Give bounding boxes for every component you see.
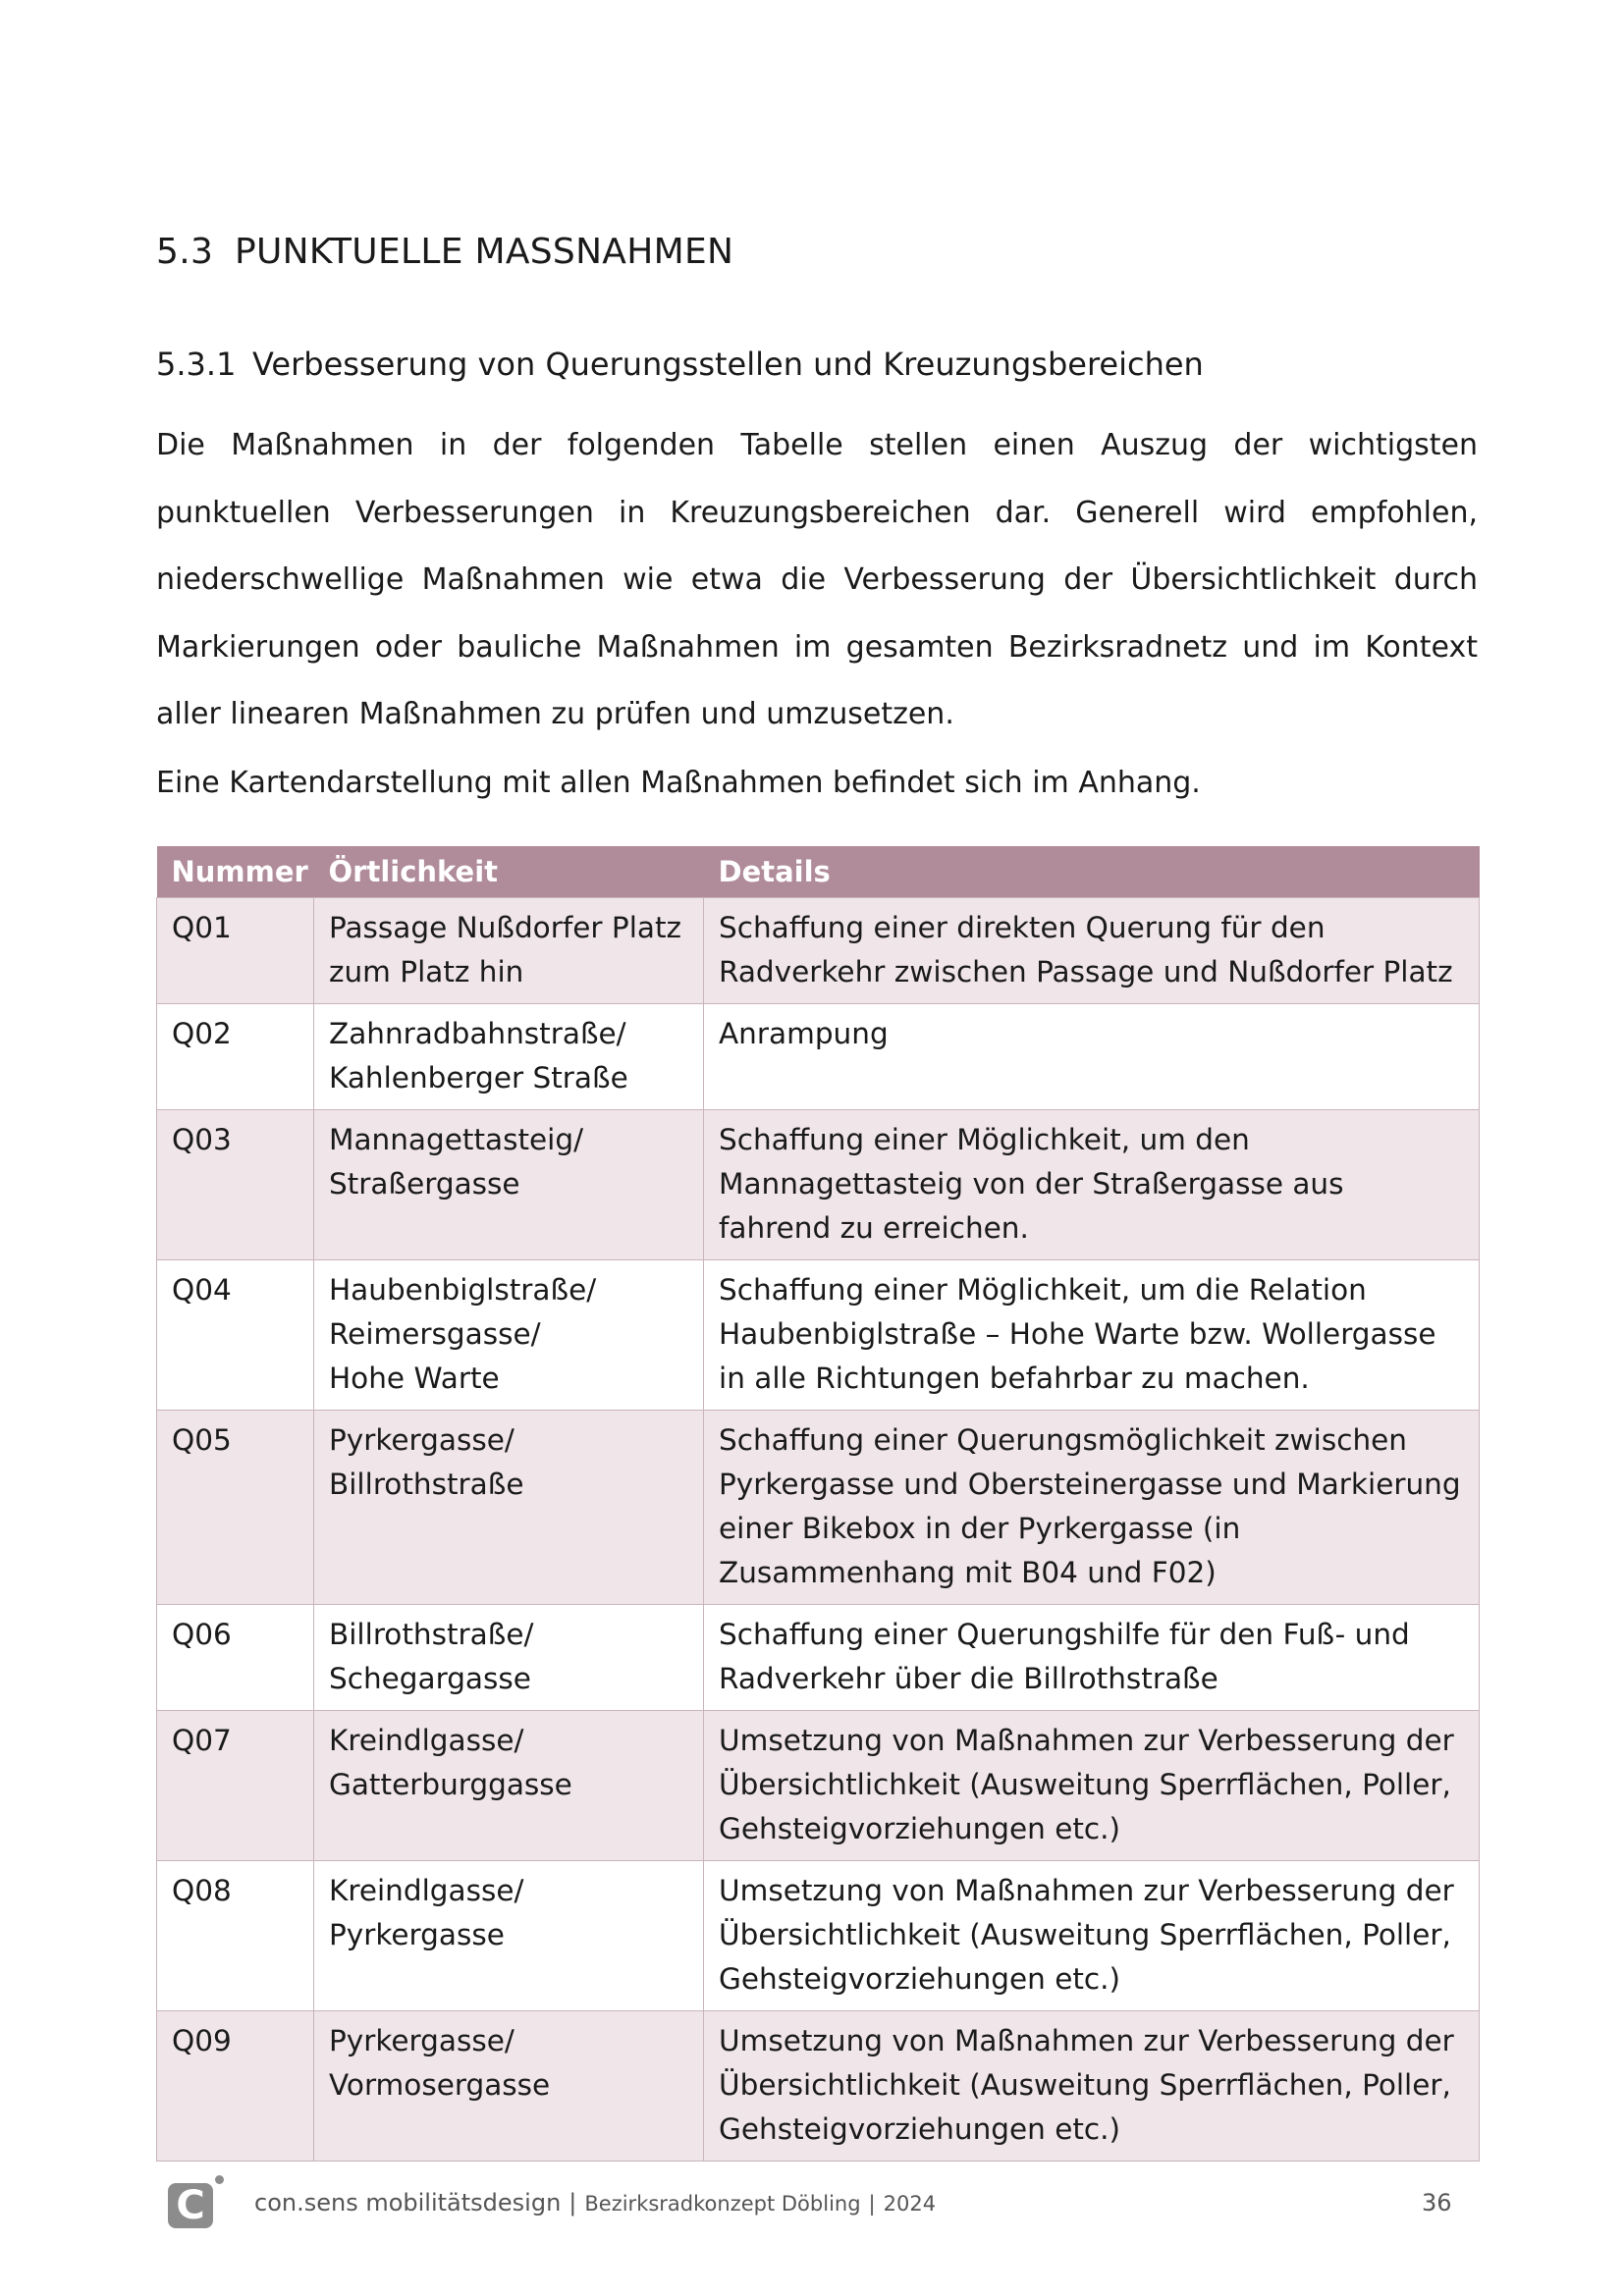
footer-company: con.sens mobilitätsdesign: [254, 2189, 562, 2216]
header-details: Details: [704, 846, 1480, 898]
logo-dot: [215, 2175, 224, 2184]
table-row: [157, 898, 1480, 1004]
measures-table: [156, 846, 1480, 2162]
cell-oertlichkeit: Kreindlgasse/ Pyrkergasse: [314, 1861, 704, 2011]
cell-nummer: Q05: [157, 1411, 314, 1605]
cell-details: Umsetzung von Maßnahmen zur Verbesserung der Übersichtlichkeit (Ausweitung Sperrflächen, Poller, Gehsteigvorziehungen etc.): [704, 2011, 1480, 2162]
footer-separator: |: [568, 2189, 577, 2216]
consens-logo-icon: [168, 2183, 213, 2228]
map-note-paragraph: Eine Kartendarstellung mit allen Maßnahmen befindet sich im Anhang.: [156, 766, 1201, 800]
cell-nummer: Q06: [157, 1605, 314, 1711]
table-row: [157, 1711, 1480, 1861]
footer-separator: |: [868, 2192, 876, 2216]
cell-details: Anrampung: [704, 1004, 1480, 1110]
table-row: [157, 1411, 1480, 1605]
logo-letter: C: [176, 2183, 205, 2228]
cell-oertlichkeit: Pyrkergasse/ Billrothstraße: [314, 1411, 704, 1605]
cell-details: Umsetzung von Maßnahmen zur Verbesserung der Übersichtlichkeit (Ausweitung Sperrflächen, Poller, Gehsteigvorziehungen etc.): [704, 1861, 1480, 2011]
cell-oertlichkeit: Mannagettasteig/ Straßergasse: [314, 1110, 704, 1260]
cell-details: Schaffung einer Querungsmöglichkeit zwischen Pyrkergasse und Obersteinergasse und Markierung einer Bikebox in der Pyrkergasse (in Zusammenhang mit B04 und F02): [704, 1411, 1480, 1605]
cell-details: Schaffung einer Möglichkeit, um den Mannagettasteig von der Straßergasse aus fahrend zu erreichen.: [704, 1110, 1480, 1260]
cell-nummer: Q07: [157, 1711, 314, 1861]
cell-nummer: Q01: [157, 898, 314, 1004]
cell-details: Schaffung einer Möglichkeit, um die Relation Haubenbiglstraße – Hohe Warte bzw. Wollergasse in alle Richtungen befahrbar zu machen.: [704, 1260, 1480, 1411]
section-title: PUNKTUELLE MASSNAHMEN: [235, 232, 734, 272]
footer-text: [254, 2189, 936, 2216]
section-number: 5.3: [156, 232, 214, 272]
table-row: [157, 1861, 1480, 2011]
footer-document: Bezirksradkonzept Döbling: [584, 2192, 861, 2216]
table-row: [157, 1110, 1480, 1260]
header-nummer: Nummer: [157, 846, 314, 898]
intro-paragraph: Die Maßnahmen in der folgenden Tabelle stellen einen Auszug der wichtigsten punktuellen Verbesserungen in Kreuzungsbereichen dar. Generell wird empfohlen, niederschwellige Maßnahmen wie etwa die Verbesserung der Übersichtlichkeit durch Markierungen oder bauliche Maßnahmen im gesamten Bezirksradnetz und im Kontext aller linearen Maßnahmen zu prüfen und umzusetzen.: [156, 428, 1478, 731]
cell-oertlichkeit: Haubenbiglstraße/ Reimersgasse/ Hohe Warte: [314, 1260, 704, 1411]
header-oertlichkeit: Örtlichkeit: [314, 846, 704, 898]
cell-details: Schaffung einer direkten Querung für den Radverkehr zwischen Passage und Nußdorfer Platz: [704, 898, 1480, 1004]
cell-oertlichkeit: Pyrkergasse/ Vormosergasse: [314, 2011, 704, 2162]
section-heading: [156, 232, 733, 272]
subsection-number: 5.3.1: [156, 346, 237, 383]
cell-nummer: Q04: [157, 1260, 314, 1411]
cell-nummer: Q03: [157, 1110, 314, 1260]
cell-details: Schaffung einer Querungshilfe für den Fuß- und Radverkehr über die Billrothstraße: [704, 1605, 1480, 1711]
footer-year: 2024: [883, 2192, 937, 2216]
cell-nummer: Q02: [157, 1004, 314, 1110]
subsection-title: Verbesserung von Querungsstellen und Kreuzungsbereichen: [252, 346, 1204, 383]
table-row: [157, 1004, 1480, 1110]
subsection-heading: [156, 346, 1204, 383]
cell-details: Umsetzung von Maßnahmen zur Verbesserung der Übersichtlichkeit (Ausweitung Sperrflächen, Poller, Gehsteigvorziehungen etc.): [704, 1711, 1480, 1861]
table-row: [157, 2011, 1480, 2162]
cell-oertlichkeit: Kreindlgasse/ Gatterburggasse: [314, 1711, 704, 1861]
page-number: 36: [1422, 2189, 1452, 2216]
cell-oertlichkeit: Billrothstraße/ Schegargasse: [314, 1605, 704, 1711]
cell-oertlichkeit: Passage Nußdorfer Platz zum Platz hin: [314, 898, 704, 1004]
table-row: [157, 1605, 1480, 1711]
cell-nummer: Q09: [157, 2011, 314, 2162]
cell-oertlichkeit: Zahnradbahnstraße/ Kahlenberger Straße: [314, 1004, 704, 1110]
table-header-row: [157, 846, 1480, 898]
cell-nummer: Q08: [157, 1861, 314, 2011]
table-row: [157, 1260, 1480, 1411]
